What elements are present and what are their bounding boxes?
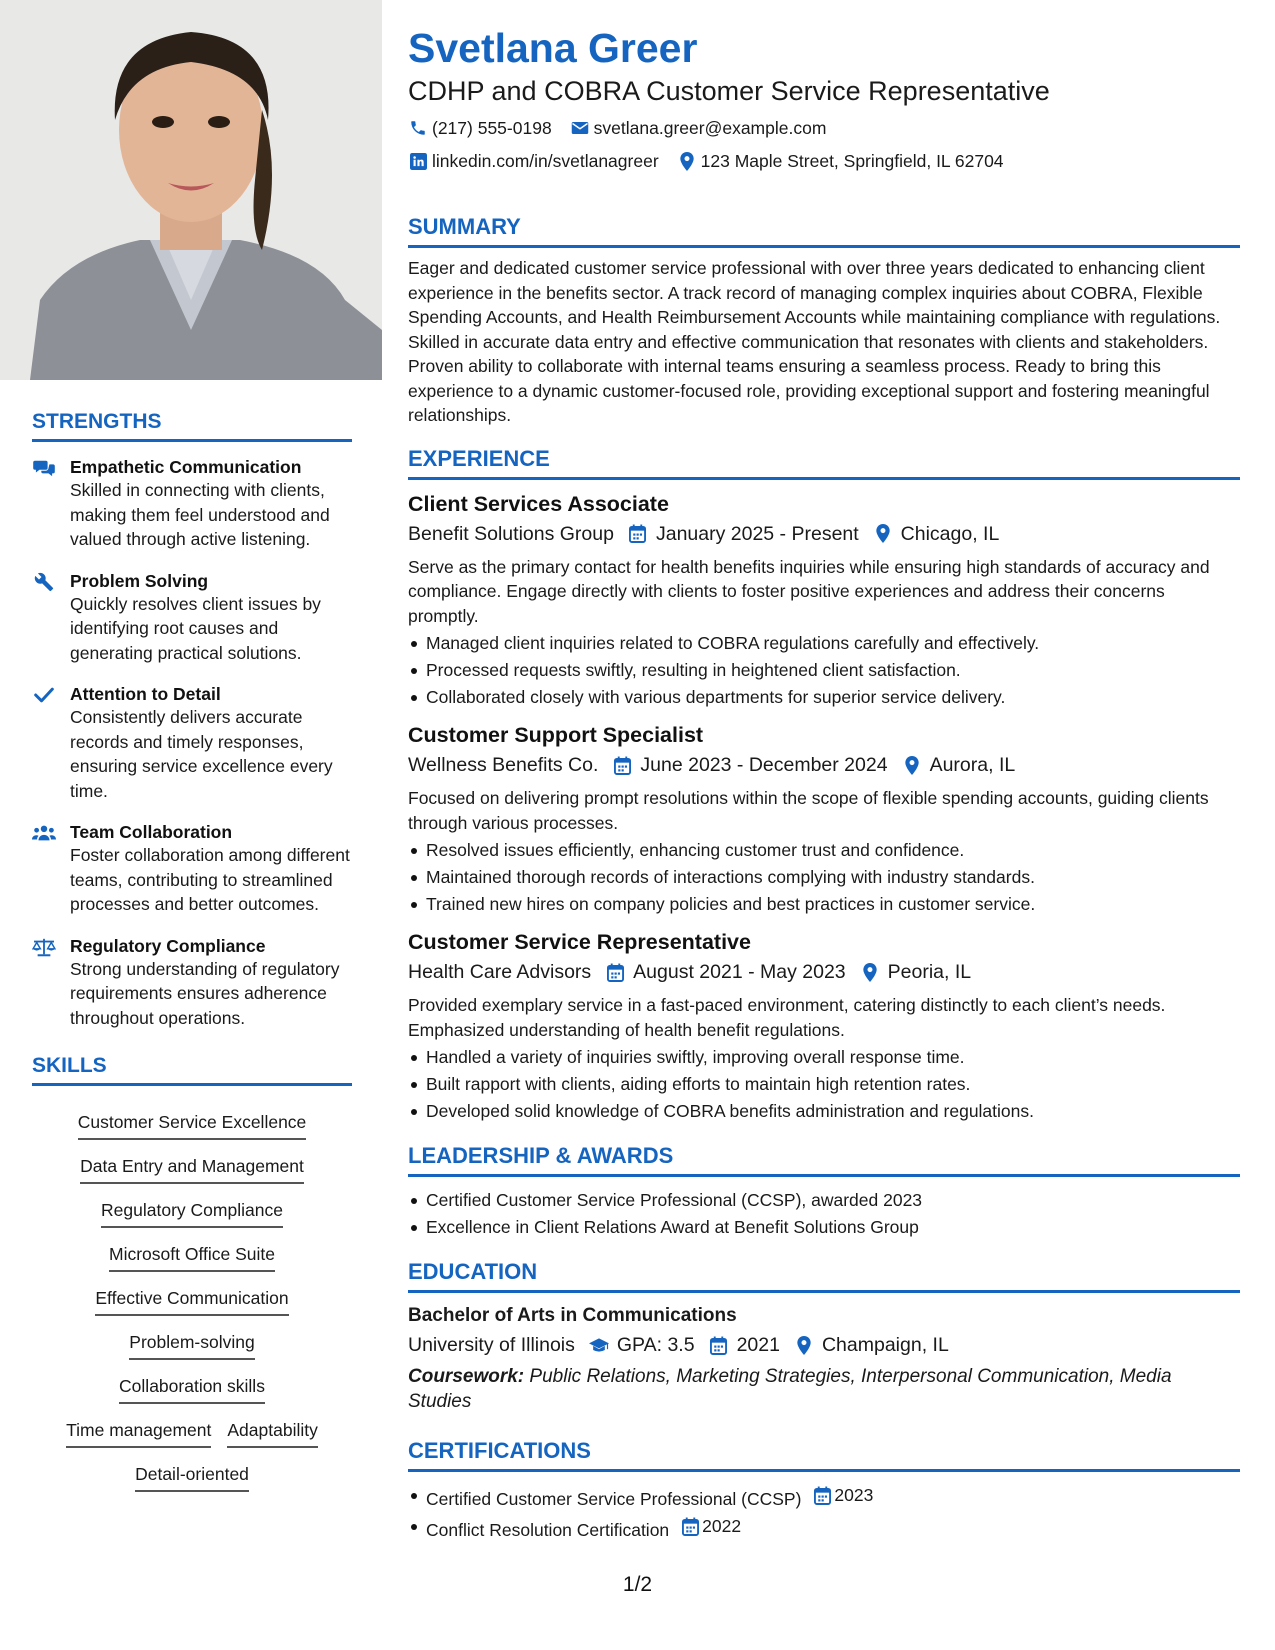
certification-date	[813, 1482, 873, 1509]
awards-heading: LEADERSHIP & AWARDS	[408, 1143, 1240, 1177]
skill-tag: Detail-oriented	[135, 1462, 249, 1492]
calendar-icon	[605, 961, 625, 983]
bullet-item: Developed solid knowledge of COBRA benefits administration and regulations.	[408, 1098, 1240, 1125]
award-item: Certified Customer Service Professional (CCSP), awarded 2023	[408, 1187, 1240, 1214]
education-meta	[408, 1331, 1240, 1359]
strength-desc: Consistently delivers accurate records and timely responses, ensuring service excellence every time.	[70, 707, 333, 801]
map-pin-icon	[873, 523, 893, 545]
skills-heading: SKILLS	[32, 1054, 352, 1086]
strengths-heading: STRENGTHS	[32, 410, 352, 442]
bullet-item: Processed requests swiftly, resulting in heightened client satisfaction.	[408, 657, 1240, 684]
profile-photo	[0, 0, 382, 380]
bullet-item: Trained new hires on company policies and best practices in customer service.	[408, 891, 1240, 918]
strength-desc: Quickly resolves client issues by identifying root causes and generating practical solutions.	[70, 593, 321, 663]
degree-title: Bachelor of Arts in Communications	[408, 1305, 737, 1326]
company-name: Health Care Advisors	[408, 961, 592, 983]
year-text: 2021	[736, 1334, 780, 1356]
graduation-year	[709, 1331, 780, 1359]
linkedin-contact[interactable]	[408, 151, 659, 172]
certifications-list	[408, 1482, 1240, 1544]
job-dates	[605, 958, 845, 986]
envelope-icon	[570, 118, 590, 138]
strength-desc: Foster collaboration among different teams, contributing to streamlined processes and better outcomes.	[70, 845, 350, 914]
calendar-icon	[709, 1334, 729, 1356]
job-title: Customer Service Representative	[408, 930, 751, 954]
strength-item	[32, 935, 352, 1031]
certification-year: 2023	[834, 1485, 874, 1505]
check-icon	[32, 684, 56, 706]
job-list	[408, 490, 1240, 1126]
address-text: 123 Maple Street, Springfield, IL 62704	[700, 150, 1004, 171]
wrench-icon	[32, 571, 56, 593]
school-name: University of Illinois	[408, 1334, 575, 1356]
skill-tag: Effective Communication	[95, 1286, 288, 1316]
users-icon	[32, 822, 56, 844]
certification-year: 2022	[702, 1516, 742, 1536]
skill-tag: Regulatory Compliance	[101, 1198, 283, 1228]
calendar-icon	[628, 523, 648, 545]
bullet-item: Maintained thorough records of interactions complying with industry standards.	[408, 864, 1240, 891]
bullet-item: Collaborated closely with various departments for superior service delivery.	[408, 684, 1240, 711]
strength-item	[32, 570, 352, 666]
job-bullets	[408, 1044, 1240, 1125]
education-section	[408, 1259, 1240, 1414]
skill-tag: Time management	[66, 1418, 211, 1448]
bullet-item: Resolved issues efficiently, enhancing customer trust and confidence.	[408, 837, 1240, 864]
strength-desc: Strong understanding of regulatory requirements ensures adherence throughout operations.	[70, 958, 340, 1028]
strength-title: Team Collaboration	[70, 822, 233, 842]
skill-tag: Collaboration skills	[119, 1374, 265, 1404]
job-title: Client Services Associate	[408, 491, 669, 516]
comments-icon	[32, 457, 56, 479]
address-contact	[677, 151, 1004, 172]
skill-tag: Data Entry and Management	[80, 1154, 304, 1184]
strength-item	[32, 683, 352, 803]
gpa-item	[589, 1331, 695, 1359]
strength-title: Regulatory Compliance	[70, 935, 266, 956]
phone-contact[interactable]	[408, 118, 552, 139]
skill-tag: Problem-solving	[129, 1330, 254, 1360]
awards-list	[408, 1187, 1240, 1241]
strength-title: Empathetic Communication	[70, 457, 302, 477]
summary-text: Eager and dedicated customer service professional with over three years dedicated to enhancing client experience in the benefits sector. A track record of managing complex inquiries about COBRA, Flexible Spending Accounts, and Health Reimbursement Accounts while maintaining compliance with regulations. Skilled in accurate data entry and effective communication that resonates with clients and stakeholders. Proven ability to collaborate with internal teams ensuring a seamless process. Ready to bring this experience to a dynamic customer-focused role, providing exceptional support and fostering meaningful relationships.	[408, 258, 1221, 425]
job-dates	[612, 751, 887, 779]
summary-section	[408, 214, 1240, 428]
job-meta	[408, 958, 1240, 986]
job-entry	[408, 721, 1240, 918]
linkedin-icon	[408, 151, 428, 171]
job-description: Serve as the primary contact for health benefits inquiries while ensuring high standards of accuracy and compliance. Engage directly with clients to foster positive experiences and address their concerns promptly.	[408, 556, 1210, 626]
location-text: Aurora, IL	[929, 754, 1016, 776]
calendar-icon	[681, 1518, 699, 1536]
job-location	[873, 520, 1000, 548]
coursework-text: Public Relations, Marketing Strategies, Interpersonal Communication, Media Studies	[408, 1366, 1172, 1412]
scale-icon	[32, 936, 56, 958]
strength-title: Attention to Detail	[70, 684, 221, 704]
strength-item	[32, 821, 352, 917]
gpa-text: GPA: 3.5	[616, 1334, 695, 1356]
certification-date	[681, 1513, 741, 1540]
page-number: 1/2	[622, 1573, 653, 1596]
candidate-name: Svetlana Greer	[408, 25, 698, 71]
certification-name: Certified Customer Service Professional (CCSP)	[426, 1489, 802, 1509]
coursework-label: Coursework:	[408, 1366, 525, 1387]
bullet-item: Managed client inquiries related to COBRA regulations carefully and effectively.	[408, 630, 1240, 657]
skill-tag: Customer Service Excellence	[78, 1110, 307, 1140]
contact-row-1	[408, 115, 1240, 141]
skill-tag: Microsoft Office Suite	[109, 1242, 275, 1272]
map-pin-icon	[860, 961, 880, 983]
award-item: Excellence in Client Relations Award at Benefit Solutions Group	[408, 1214, 1240, 1241]
location-text: Champaign, IL	[821, 1334, 949, 1356]
job-meta	[408, 520, 1240, 548]
certifications-section	[408, 1438, 1240, 1544]
phone-icon	[408, 118, 428, 138]
bullet-item: Built rapport with clients, aiding efforts to maintain high retention rates.	[408, 1071, 1240, 1098]
certification-item	[408, 1513, 1240, 1544]
bullet-item: Handled a variety of inquiries swiftly, improving overall response time.	[408, 1044, 1240, 1071]
certification-item	[408, 1482, 1240, 1513]
calendar-icon	[813, 1487, 831, 1505]
location-text: Peoria, IL	[887, 961, 972, 983]
job-location	[860, 958, 971, 986]
education-heading: EDUCATION	[408, 1259, 1240, 1293]
company-name: Wellness Benefits Co.	[408, 754, 599, 776]
summary-heading: SUMMARY	[408, 214, 1240, 248]
graduation-cap-icon	[589, 1334, 609, 1356]
certifications-heading: CERTIFICATIONS	[408, 1438, 1240, 1472]
calendar-icon	[612, 754, 632, 776]
phone-text: (217) 555-0198	[432, 117, 552, 138]
dates-text: June 2023 - December 2024	[640, 754, 888, 776]
strength-item	[32, 456, 352, 552]
job-bullets	[408, 630, 1240, 711]
company-name: Benefit Solutions Group	[408, 522, 614, 545]
strength-desc: Skilled in connecting with clients, making them feel understood and valued through active listening.	[70, 480, 330, 549]
job-bullets	[408, 837, 1240, 918]
dates-text: August 2021 - May 2023	[633, 961, 846, 983]
location-text: Chicago, IL	[900, 522, 1000, 545]
map-pin-icon	[677, 151, 697, 171]
job-dates	[628, 520, 859, 548]
main-content	[408, 24, 1240, 1544]
job-entry	[408, 490, 1240, 712]
certification-name: Conflict Resolution Certification	[426, 1520, 670, 1540]
skills-list	[32, 1096, 352, 1492]
job-entry	[408, 928, 1240, 1125]
awards-section	[408, 1143, 1240, 1241]
sidebar	[0, 0, 382, 1650]
job-meta	[408, 751, 1240, 779]
coursework	[408, 1365, 1240, 1414]
strengths-list	[32, 456, 352, 1030]
contact-row-2	[408, 148, 1240, 174]
candidate-title: CDHP and COBRA Customer Service Representative	[408, 76, 1050, 106]
job-location	[902, 751, 1016, 779]
school-location	[794, 1331, 949, 1359]
experience-section	[408, 446, 1240, 1126]
job-description: Focused on delivering prompt resolutions within the scope of flexible spending accounts, guiding clients through various processes.	[408, 788, 1209, 833]
skill-tag: Adaptability	[227, 1418, 317, 1448]
email-text: svetlana.greer@example.com	[593, 117, 827, 138]
map-pin-icon	[902, 754, 922, 776]
dates-text: January 2025 - Present	[655, 522, 859, 545]
experience-heading: EXPERIENCE	[408, 446, 1240, 480]
linkedin-text: linkedin.com/in/svetlanagreer	[432, 150, 659, 171]
map-pin-icon	[794, 1334, 814, 1356]
email-contact[interactable]	[570, 118, 827, 139]
job-description: Provided exemplary service in a fast-paced environment, catering distinctly to each client’s needs. Emphasized understanding of health benefit regulations.	[408, 995, 1166, 1040]
strength-title: Problem Solving	[70, 570, 209, 591]
job-title: Customer Support Specialist	[408, 723, 704, 747]
